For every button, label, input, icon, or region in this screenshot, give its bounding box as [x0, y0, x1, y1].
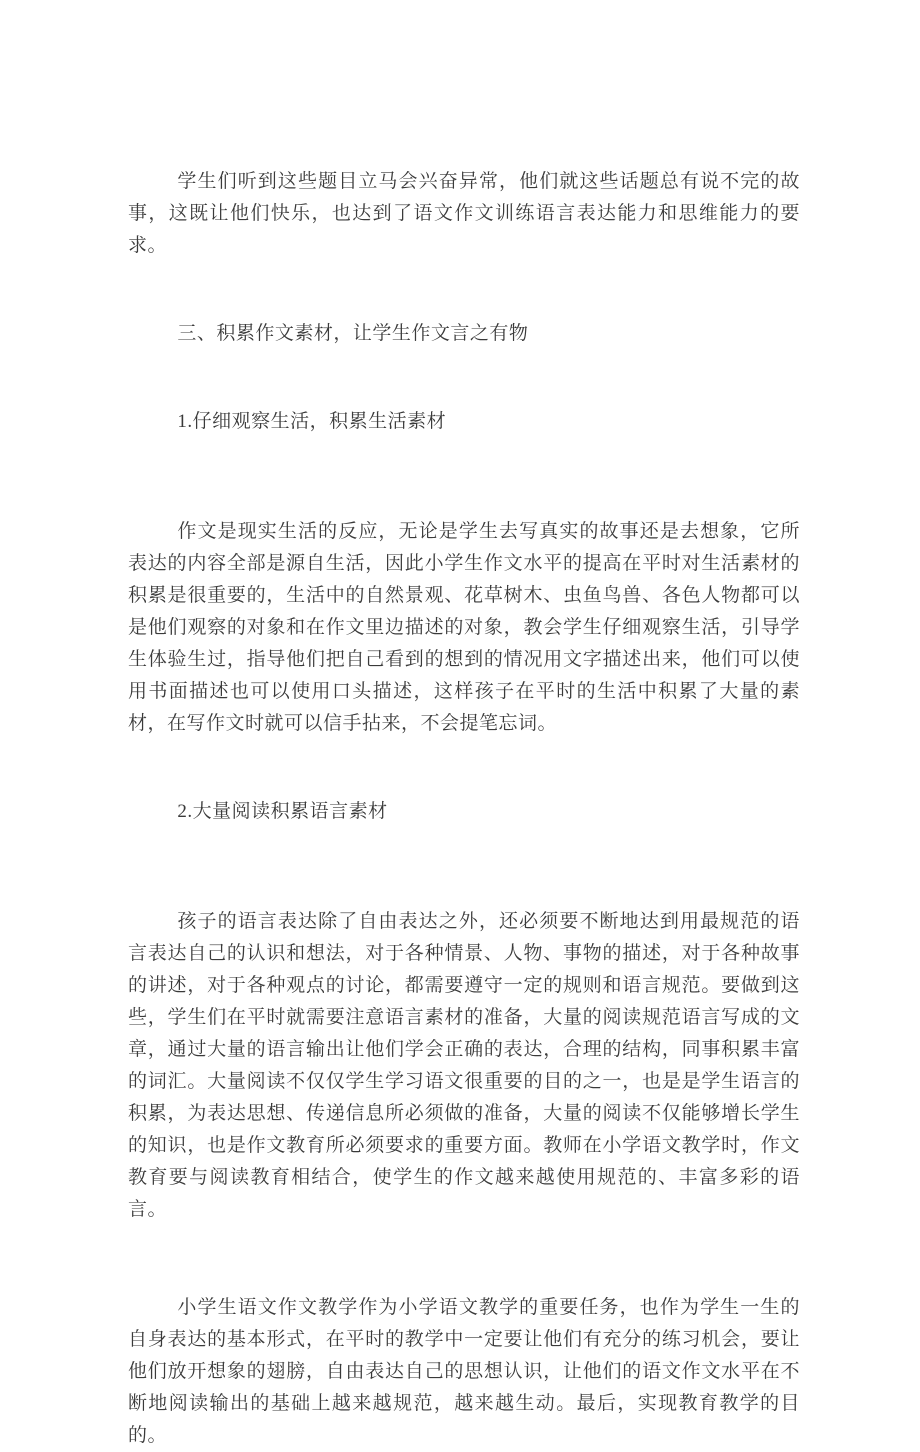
paragraph-intro: 学生们听到这些题目立马会兴奋异常，他们就这些话题总有说不完的故事，这既让他们快乐，也达到了语文作文训练语言表达能力和思维能力的要求。 — [128, 171, 800, 256]
subsection-heading-2: 2.大量阅读积累语言素材 — [177, 801, 388, 822]
paragraph-conclusion: 小学生语文作文教学作为小学语文教学的重要任务，也作为学生一生的自身表达的基本形式，在平时的教学中一定要让他们有充分的练习机会，要让他们放开想象的翅膀，自由表达自己的思想认识，让他们的语文作文水平在不断地阅读输出的基础上越来越规范，越来越生动。最后，实现教育教学的目的。 — [128, 1297, 800, 1446]
paragraph-observe-life: 作文是现实生活的反应，无论是学生去写真实的故事还是去想象，它所表达的内容全部是源自生活，因此小学生作文水平的提高在平时对生活素材的积累是很重要的，生活中的自然景观、花草树木、虫鱼鸟兽、各色人物都可以是他们观察的对象和在作文里边描述的对象，教会学生仔细观察生活，引导学生体验生过，指导他们把自己看到的想到的情况用文字描述出来，他们可以使用书面描述也可以使用口头描述，这样孩子在平时的生活中积累了大量的素材，在写作文时就可以信手拈来，不会提笔忘词。 — [128, 521, 800, 734]
section-heading-three: 三、积累作文素材，让学生作文言之有物 — [177, 323, 529, 344]
paragraph-reading-accumulation: 孩子的语言表达除了自由表达之外，还必须要不断地达到用最规范的语言表达自己的认识和想法，对于各种情景、人物、事物的描述，对于各种故事的讲述，对于各种观点的讨论，都需要遵守一定的规则和语言规范。要做到这些，学生们在平时就需要注意语言素材的准备，大量的阅读规范语言写成的文章，通过大量的语言输出让他们学会正确的表达，合理的结构，同事积累丰富的词汇。大量阅读不仅仅学生学习语文很重要的目的之一，也是是学生语言的积累，为表达思想、传递信息所必须做的准备，大量的阅读不仅能够增长学生的知识，也是作文教育所必须要求的重要方面。教师在小学语文教学时，作文教育要与阅读教育相结合，使学生的作文越来越使用规范的、丰富多彩的语言。 — [128, 911, 800, 1220]
subsection-heading-1: 1.仔细观察生活，积累生活素材 — [177, 411, 447, 432]
